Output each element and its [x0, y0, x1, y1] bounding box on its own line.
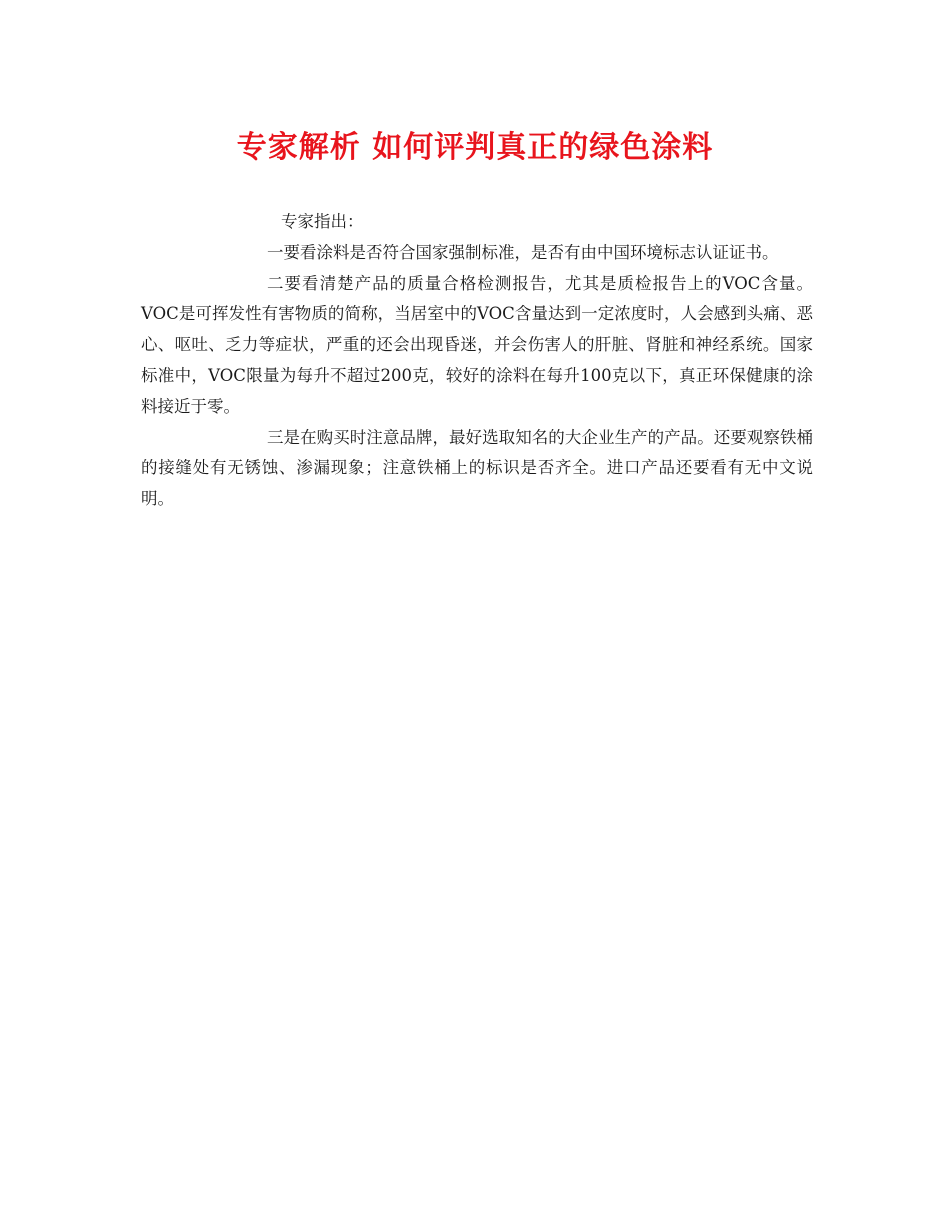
paragraph-1: 一要看涂料是否符合国家强制标准，是否有由中国环境标志认证证书。	[267, 242, 779, 262]
paragraph-2: 二要看清楚产品的质量合格检测报告，尤其是质检报告上的VOC含量。VOC是可挥发性有害物质的简称，当居室中的VOC含量达到一定浓度时，人会感到头痛、恶心、呕吐、乏力等症状，严重的还会出现昏迷，并会伤害人的肝脏、肾脏和神经系统。国家标准中，VOC限量为每升不超过200克，较好的涂料在每升100克以下，真正环保健康的涂料接近于零。	[141, 273, 813, 416]
lead-line: 专家指出：	[281, 212, 364, 231]
document-body	[141, 207, 813, 515]
paragraph-3: 三是在购买时注意品牌，最好选取知名的大企业生产的产品。还要观察铁桶的接缝处有无锈蚀、渗漏现象；注意铁桶上的标识是否齐全。进口产品还要看有无中文说明。	[141, 427, 813, 509]
document-title: 专家解析 如何评判真正的绿色涂料	[236, 130, 714, 165]
